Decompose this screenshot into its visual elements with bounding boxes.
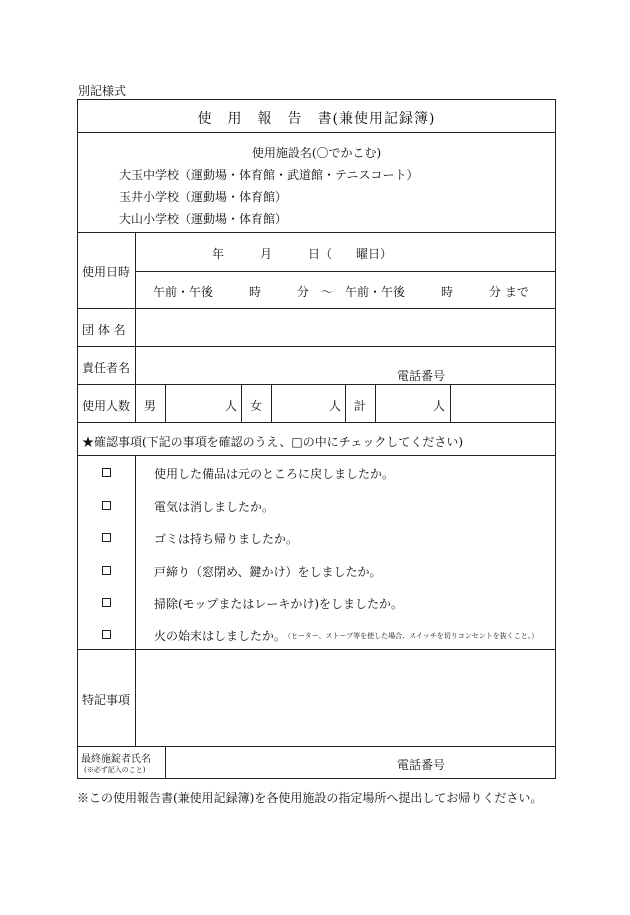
divider — [135, 456, 136, 649]
group-name-row — [78, 309, 555, 347]
checkbox-lock[interactable] — [102, 566, 111, 575]
group-name-label: 団 体 名 — [82, 323, 126, 337]
people-count-label: 使用人数 — [82, 399, 131, 413]
usage-date-field[interactable]: 年 月 日（ 曜日） — [212, 247, 393, 261]
check-item-fire: 火の始末はしましたか。 — [154, 629, 287, 643]
checkbox-fire[interactable] — [102, 630, 111, 639]
checkbox-trash[interactable] — [102, 533, 111, 542]
check-item-fire-note: （ヒーター、ストーブ等を使した場合、スイッチを切りコンセントを抜くこと。） — [284, 632, 539, 640]
check-item-trash: ゴミは持ち帰りましたか。 — [154, 532, 299, 546]
form-style-label: 別記様式 — [78, 84, 127, 98]
female-count-input[interactable] — [272, 385, 328, 422]
male-label: 男 — [144, 399, 157, 413]
check-item-equipment: 使用した備品は元のところに戻しましたか。 — [154, 467, 395, 481]
submission-note: ※この使用報告書(兼使用記録簿)を各使用施設の指定場所へ提出してお帰りください。 — [77, 791, 543, 805]
total-unit: 人 — [433, 399, 446, 413]
checklist-heading: ★確認事項(下記の事項を確認のうえ、□の中にチェックしてください) — [82, 435, 464, 449]
people-count-row — [78, 385, 555, 423]
divider — [450, 385, 451, 422]
final-locker-phone-input[interactable] — [448, 747, 555, 778]
final-locker-name-input[interactable] — [166, 747, 386, 778]
special-notes-row — [78, 650, 555, 747]
usage-report-form — [77, 99, 556, 779]
usage-datetime-row — [78, 233, 555, 309]
facility-heading: 使用施設名(〇でかこむ) — [251, 146, 382, 160]
facility-option-otama-junior-high[interactable]: 大玉中学校（運動場・体育館・武道館・テニスコート） — [119, 168, 419, 182]
usage-time-field[interactable]: 午前・午後 時 分 〜 午前・午後 時 分 まで — [153, 285, 529, 299]
divider — [241, 385, 242, 422]
checkbox-equipment[interactable] — [102, 468, 111, 477]
check-item-cleaning: 掃除(モップまたはレーキかけ)をしましたか。 — [154, 597, 404, 611]
title-row — [78, 100, 555, 133]
responsible-phone-input[interactable] — [448, 347, 555, 384]
female-unit: 人 — [329, 399, 342, 413]
male-count-input[interactable] — [166, 385, 224, 422]
responsible-name-input[interactable] — [136, 347, 386, 384]
responsible-label: 責任者名 — [82, 361, 131, 375]
special-notes-input[interactable] — [136, 650, 555, 746]
responsible-row — [78, 347, 555, 385]
female-label: 女 — [250, 399, 263, 413]
facility-section — [78, 133, 555, 233]
facility-option-oyama-elementary[interactable]: 大山小学校（運動場・体育館） — [119, 212, 288, 226]
checklist-section — [78, 456, 555, 650]
divider — [135, 385, 136, 422]
check-item-lock: 戸締り（窓閉め、鍵かけ）をしましたか。 — [154, 565, 382, 579]
responsible-phone-label: 電話番号 — [397, 369, 446, 383]
checklist-heading-row — [78, 423, 555, 456]
checkbox-lights[interactable] — [102, 501, 111, 510]
male-unit: 人 — [225, 399, 238, 413]
final-locker-row — [78, 747, 555, 778]
total-count-input[interactable] — [376, 385, 432, 422]
divider — [345, 385, 346, 422]
check-item-lights: 電気は消しましたか。 — [154, 500, 275, 514]
group-name-input[interactable] — [136, 309, 555, 346]
final-locker-phone-label: 電話番号 — [397, 758, 446, 772]
divider — [135, 271, 555, 272]
usage-datetime-label: 使用日時 — [82, 265, 131, 279]
special-notes-label: 特記事項 — [82, 693, 131, 707]
final-locker-label: 最終施錠者氏名 — [81, 754, 151, 765]
total-label: 計 — [354, 399, 367, 413]
checkbox-cleaning[interactable] — [102, 598, 111, 607]
final-locker-note: (※必ず記入のこと) — [84, 766, 146, 774]
form-title: 使 用 報 告 書(兼使用記録簿) — [197, 111, 436, 127]
facility-option-tamai-elementary[interactable]: 玉井小学校（運動場・体育館） — [119, 190, 288, 204]
